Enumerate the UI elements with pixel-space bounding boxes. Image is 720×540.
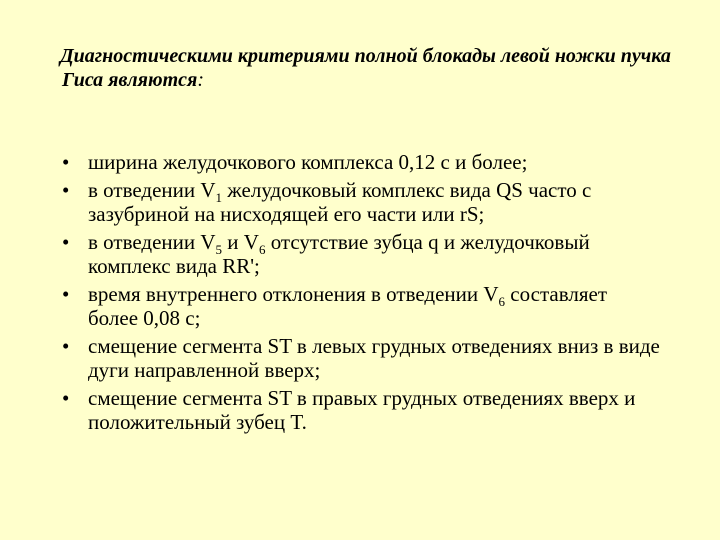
criteria-item-lead-v5-v6 [62,230,662,278]
criteria-text: и V [222,230,259,254]
bullet-icon: • [62,178,70,202]
criteria-item-lead-v1 [62,178,662,226]
criteria-text: в отведении V [88,230,216,254]
criteria-item-st-right-leads [62,386,662,434]
lead-subscript: 6 [498,294,506,309]
criteria-text: желудочковый комплекс вида QS часто с зазубриной на нисходящей его части или rS; [88,178,592,226]
bullet-icon: • [62,282,70,306]
criteria-text: смещение сегмента ST в правых грудных отведениях вверх и положительный зубец T. [88,386,636,434]
bullet-icon: • [62,386,70,410]
criteria-text: отсутствие зубца q и желудочковый комплекс вида RR'; [88,230,590,278]
slide-title-text: Диагностическими критериями полной блокады левой ножки пучка Гиса являются [60,45,671,91]
criteria-item-st-left-leads [62,334,662,382]
bullet-icon: • [62,230,70,254]
slide-title-colon: : [197,69,204,91]
criteria-text: ширина желудочкового комплекса 0,12 с и более; [88,150,528,174]
criteria-text: смещение сегмента ST в левых грудных отведениях вниз в виде дуги направленной вверх; [88,334,660,382]
criteria-item-intrinsicoid-deflection [62,282,662,330]
lead-subscript: 5 [215,242,223,257]
bullet-icon: • [62,150,70,174]
bullet-icon: • [62,334,70,358]
criteria-item-qrs-width [62,150,662,174]
criteria-text: время внутреннего отклонения в отведении V [88,282,499,306]
criteria-text: составляет более 0,08 с; [88,282,607,330]
criteria-list [62,150,662,438]
lead-subscript: 1 [215,190,223,205]
slide-title [36,44,672,92]
lead-subscript: 6 [258,242,266,257]
criteria-text: в отведении V [88,178,216,202]
